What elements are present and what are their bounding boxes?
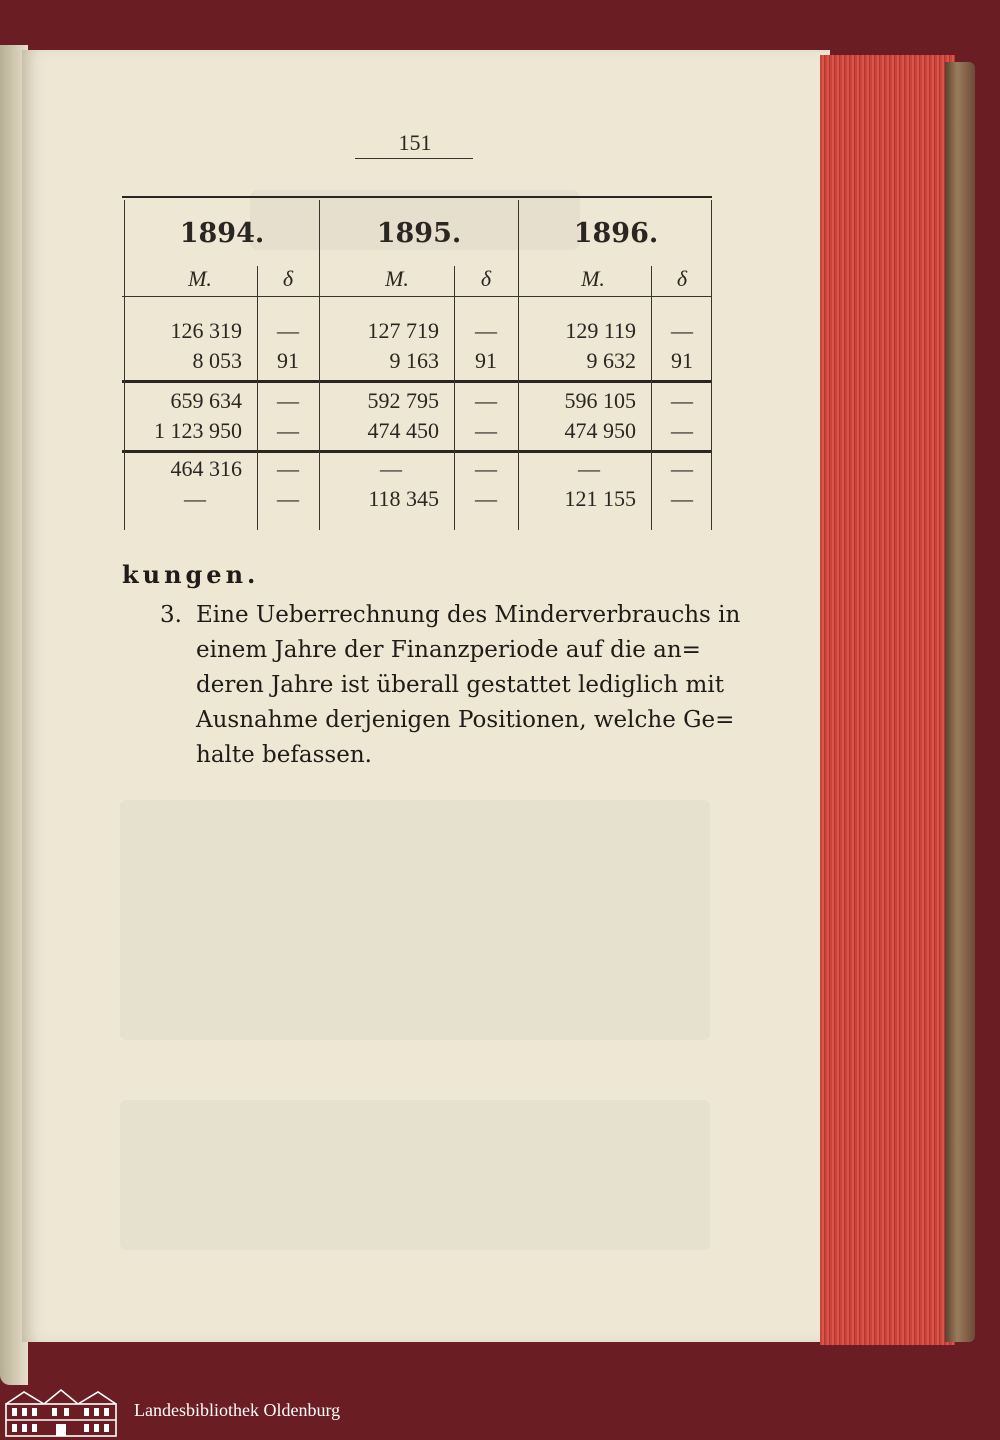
pfennig-cell: 91 xyxy=(277,348,299,373)
table-col-rule xyxy=(518,200,519,530)
amount-cell: 126 319 xyxy=(170,318,242,343)
pfennig-column-header: δ xyxy=(480,266,492,291)
budget-table xyxy=(0,0,1000,560)
mark-column-header: M. xyxy=(188,266,212,291)
amount-cell: 127 719 xyxy=(367,318,439,343)
pfennig-cell: — xyxy=(277,486,299,511)
pfennig-cell: — xyxy=(277,418,299,443)
paragraph-line: Eine Ueberrechnung des Minderverbrauchs in xyxy=(196,602,741,628)
amount-cell: 8 053 xyxy=(192,348,242,373)
year-header: 1894. xyxy=(179,218,265,249)
show-through-block-2 xyxy=(120,800,710,1040)
table-col-rule xyxy=(319,200,320,530)
amount-cell: 464 316 xyxy=(170,456,242,481)
pfennig-cell: — xyxy=(475,456,497,481)
amount-cell: 118 345 xyxy=(368,486,439,511)
paragraph-line: Ausnahme derjenigen Positionen, welche Ge= xyxy=(196,707,735,733)
footer-bar xyxy=(0,1386,1000,1440)
show-through-block-3 xyxy=(120,1100,710,1250)
mark-column-header: M. xyxy=(581,266,605,291)
pfennig-cell: 91 xyxy=(475,348,497,373)
pfennig-cell: — xyxy=(671,318,693,343)
amount-cell: 474 950 xyxy=(564,418,636,443)
section-heading: kungen. xyxy=(122,560,260,589)
pfennig-cell: — xyxy=(475,486,497,511)
amount-cell: 659 634 xyxy=(170,388,242,413)
year-header: 1895. xyxy=(376,218,462,249)
pfennig-cell: — xyxy=(277,318,299,343)
amount-cell: 596 105 xyxy=(564,388,636,413)
paragraph-line: deren Jahre ist überall gestattet lediglich mit xyxy=(196,672,724,698)
pfennig-cell: — xyxy=(277,456,299,481)
pfennig-cell: — xyxy=(671,456,693,481)
mark-column-header: M. xyxy=(385,266,409,291)
page-number: 151 xyxy=(398,130,432,155)
table-header-rule xyxy=(122,296,712,297)
amount-cell: 592 795 xyxy=(367,388,439,413)
pfennig-cell: — xyxy=(671,388,693,413)
pfennig-cell: — xyxy=(671,418,693,443)
footer-label: Landesbibliothek Oldenburg xyxy=(134,1400,341,1420)
table-col-rule xyxy=(124,200,125,530)
pfennig-cell: — xyxy=(475,318,497,343)
amount-cell: 9 163 xyxy=(389,348,439,373)
amount-cell: — xyxy=(578,456,600,481)
amount-cell: 121 155 xyxy=(564,486,636,511)
year-header: 1896. xyxy=(573,218,659,249)
amount-cell: 9 632 xyxy=(586,348,636,373)
amount-cell: — xyxy=(380,456,402,481)
table-top-rule xyxy=(122,196,712,198)
table-group2-rule xyxy=(122,450,712,453)
amount-cell: 1 123 950 xyxy=(154,418,242,443)
paragraph-number: 3. xyxy=(160,602,182,628)
paragraph-line: halte befassen. xyxy=(196,742,372,768)
table-col-rule xyxy=(454,266,455,530)
pfennig-cell: — xyxy=(671,486,693,511)
pfennig-cell: — xyxy=(475,388,497,413)
pfennig-cell: — xyxy=(277,388,299,413)
amount-cell: — xyxy=(184,486,206,511)
paragraph-line: einem Jahre der Finanzperiode auf die an= xyxy=(196,637,701,663)
pfennig-column-header: δ xyxy=(282,266,294,291)
amount-cell: 474 450 xyxy=(367,418,439,443)
pfennig-cell: 91 xyxy=(671,348,693,373)
pfennig-column-header: δ xyxy=(676,266,688,291)
table-group1-rule xyxy=(122,380,712,383)
pfennig-cell: — xyxy=(475,418,497,443)
library-building-logo xyxy=(0,1386,122,1440)
paragraph-3 xyxy=(160,598,741,773)
amount-cell: 129 119 xyxy=(565,318,636,343)
